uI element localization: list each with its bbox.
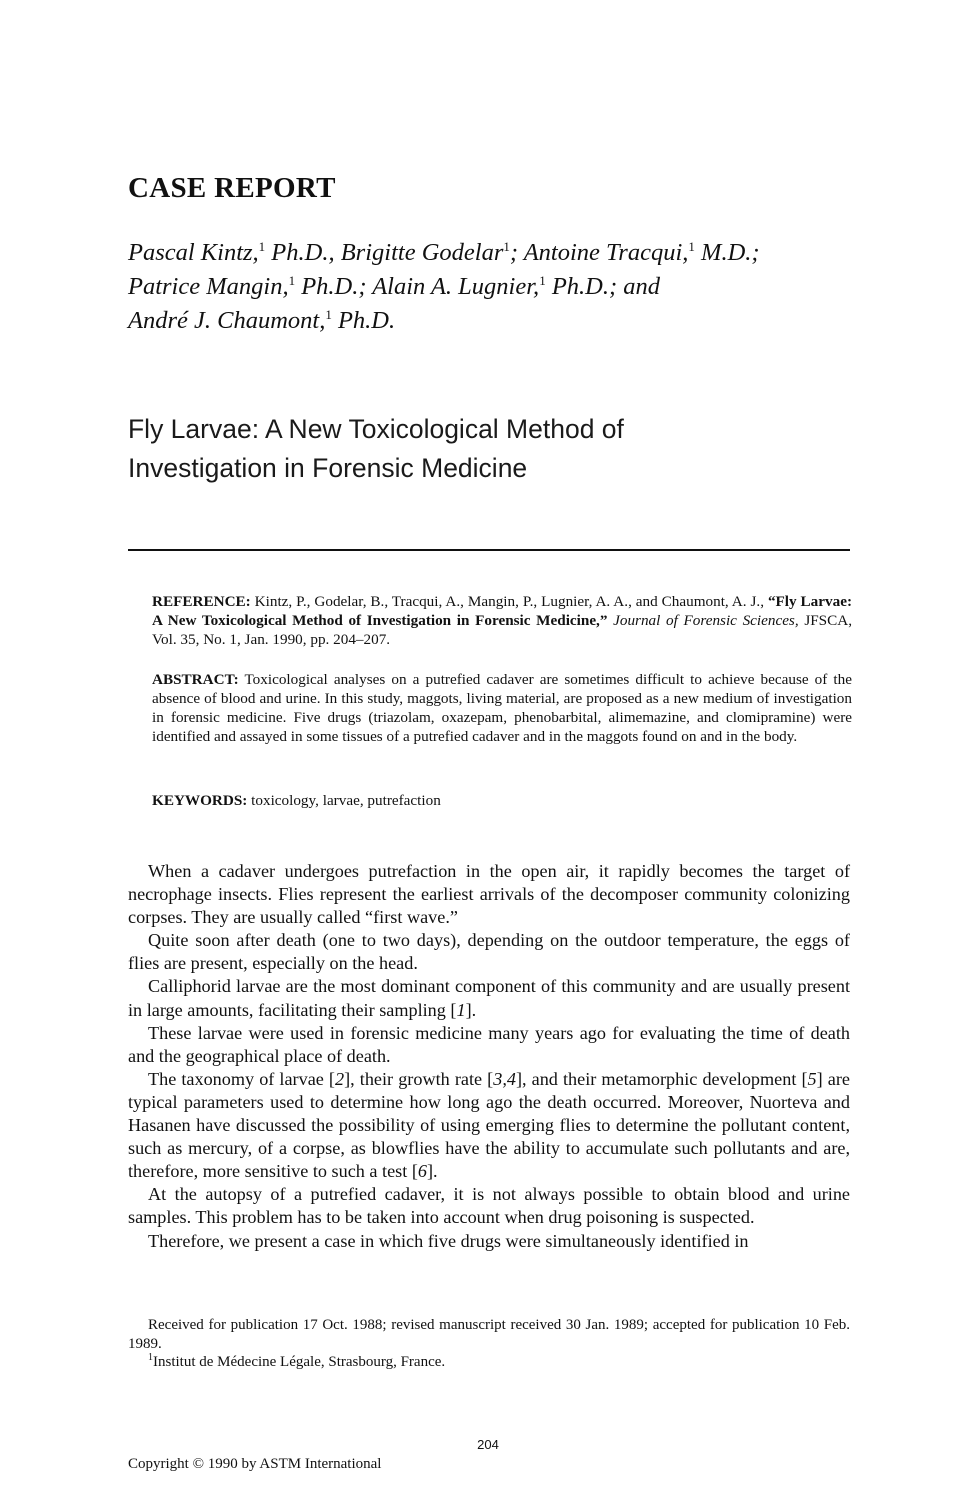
author-name: Alain A. Lugnier,	[372, 273, 540, 300]
article-title-line: Fly Larvae: A New Toxicological Method of	[128, 414, 624, 444]
text-run: ].	[426, 1161, 438, 1182]
affiliation-marker: 1	[258, 238, 266, 254]
paragraph	[128, 1068, 850, 1183]
author-name: Brigitte Godelar	[340, 239, 504, 266]
article-title-line: Investigation in Forensic Medicine	[128, 453, 528, 483]
paragraph	[128, 975, 850, 1021]
affiliation-marker: 1	[288, 272, 296, 288]
author-list	[128, 236, 888, 338]
affiliation-marker: 1	[503, 238, 510, 254]
citation: 5	[807, 1068, 817, 1089]
reference-journal: Journal of Forensic Sciences,	[607, 612, 799, 629]
text-run: The taxonomy of larvae [	[148, 1068, 335, 1089]
author-degree: M.D.;	[694, 239, 760, 266]
affiliation-marker: 1	[688, 238, 695, 254]
abstract-text: Toxicological analyses on a putrefied cadaver are sometimes difficult to achieve because of the absence of blood and urine. In this study, maggots, living material, are proposed as a new medium of investigation in forensic medicine. Five drugs (triazolam, oxazepam, phenobarbital, alimemazine, and clomipramine) were identified and assayed in some tissues of a putrefied cadaver and in the maggots found on and in the body.	[152, 671, 852, 745]
author-degree: Ph.D.	[331, 307, 396, 334]
author-name: Antoine Tracqui,	[523, 239, 689, 266]
page-number: 204	[477, 1437, 499, 1452]
reference-label: REFERENCE:	[152, 593, 251, 610]
citation: 3,4	[493, 1068, 516, 1089]
reference-authors: Kintz, P., Godelar, B., Tracqui, A., Mangin, P., Lugnier, A. A., and Chaumont, A. J.,	[250, 593, 768, 610]
title-divider	[128, 549, 850, 551]
text-run: ] are typical parameters used to determine how long ago the death occurred. Moreover, Nuorteva and Hasanen have discussed the possibility of using emerging flies to determine the pollutant content, such as mercury, of a corpse, as blowflies have the ability to accumulate such pollutants and are, therefore, more sensitive to such a test [	[128, 1068, 850, 1182]
citation: 2	[335, 1068, 345, 1089]
reference-article-title: “Fly Larvae: A New Toxicological Method of Investigation in Forensic Medicine,”	[152, 593, 852, 629]
text-run: ], and their metamorphic development [	[515, 1068, 808, 1089]
paragraph: When a cadaver undergoes putrefaction in the open air, it rapidly becomes the target of necrophage insects. Flies represent the earliest arrivals of the decomposer community colonizing corpses. They are usually called “first wave.”	[128, 861, 850, 928]
author-name: Pascal Kintz,	[128, 239, 259, 266]
affiliation-marker: 1	[148, 1352, 153, 1363]
author-degree: Ph.D.,	[265, 239, 341, 266]
text-run: Calliphorid larvae are the most dominant component of this community and are usually present in large amounts, facilitating their sampling [	[128, 976, 850, 1020]
affiliation-text: Institut de Médecine Légale, Strasbourg, France.	[153, 1354, 446, 1370]
paragraph: Therefore, we present a case in which five drugs were simultaneously identified in	[148, 1230, 749, 1251]
keywords-block	[152, 791, 852, 810]
body-text	[128, 860, 850, 1253]
reference-details: JFSCA, Vol. 35, No. 1, Jan. 1990, pp. 204–207.	[152, 612, 853, 648]
paragraph: These larvae were used in forensic medicine many years ago for evaluating the time of death and the geographical place of death.	[128, 1022, 850, 1066]
abstract-block	[152, 670, 852, 746]
article-title	[128, 410, 828, 488]
text-run: ].	[465, 999, 477, 1020]
received-note: Received for publication 17 Oct. 1988; revised manuscript received 30 Jan. 1989; accepted for publication 10 Feb. 1989.	[128, 1317, 850, 1352]
footnotes	[128, 1316, 850, 1372]
author-degree: Ph.D.; and	[545, 273, 661, 300]
section-heading: CASE REPORT	[128, 172, 336, 204]
author-degree: Ph.D.;	[295, 273, 373, 300]
author-name: André J. Chaumont,	[128, 307, 326, 334]
copyright-notice: Copyright © 1990 by ASTM International	[128, 1456, 382, 1472]
keywords-text: toxicology, larvae, putrefaction	[247, 792, 441, 809]
abstract-label: ABSTRACT:	[152, 671, 239, 688]
affiliation-marker: 1	[325, 306, 332, 322]
citation: 6	[417, 1161, 427, 1182]
text-run: ], their growth rate [	[344, 1068, 494, 1089]
citation: 1	[456, 999, 466, 1020]
keywords-label: KEYWORDS:	[152, 792, 248, 809]
paragraph: At the autopsy of a putrefied cadaver, it is not always possible to obtain blood and urine samples. This problem has to be taken into account when drug poisoning is suspected.	[128, 1184, 850, 1228]
reference-block	[152, 592, 852, 649]
author-degree: ;	[509, 239, 524, 266]
author-name: Patrice Mangin,	[128, 273, 289, 300]
affiliation-note	[128, 1353, 850, 1372]
paragraph: Quite soon after death (one to two days), depending on the outdoor temperature, the eggs of flies are present, especially on the head.	[128, 930, 850, 974]
affiliation-marker: 1	[539, 272, 546, 288]
